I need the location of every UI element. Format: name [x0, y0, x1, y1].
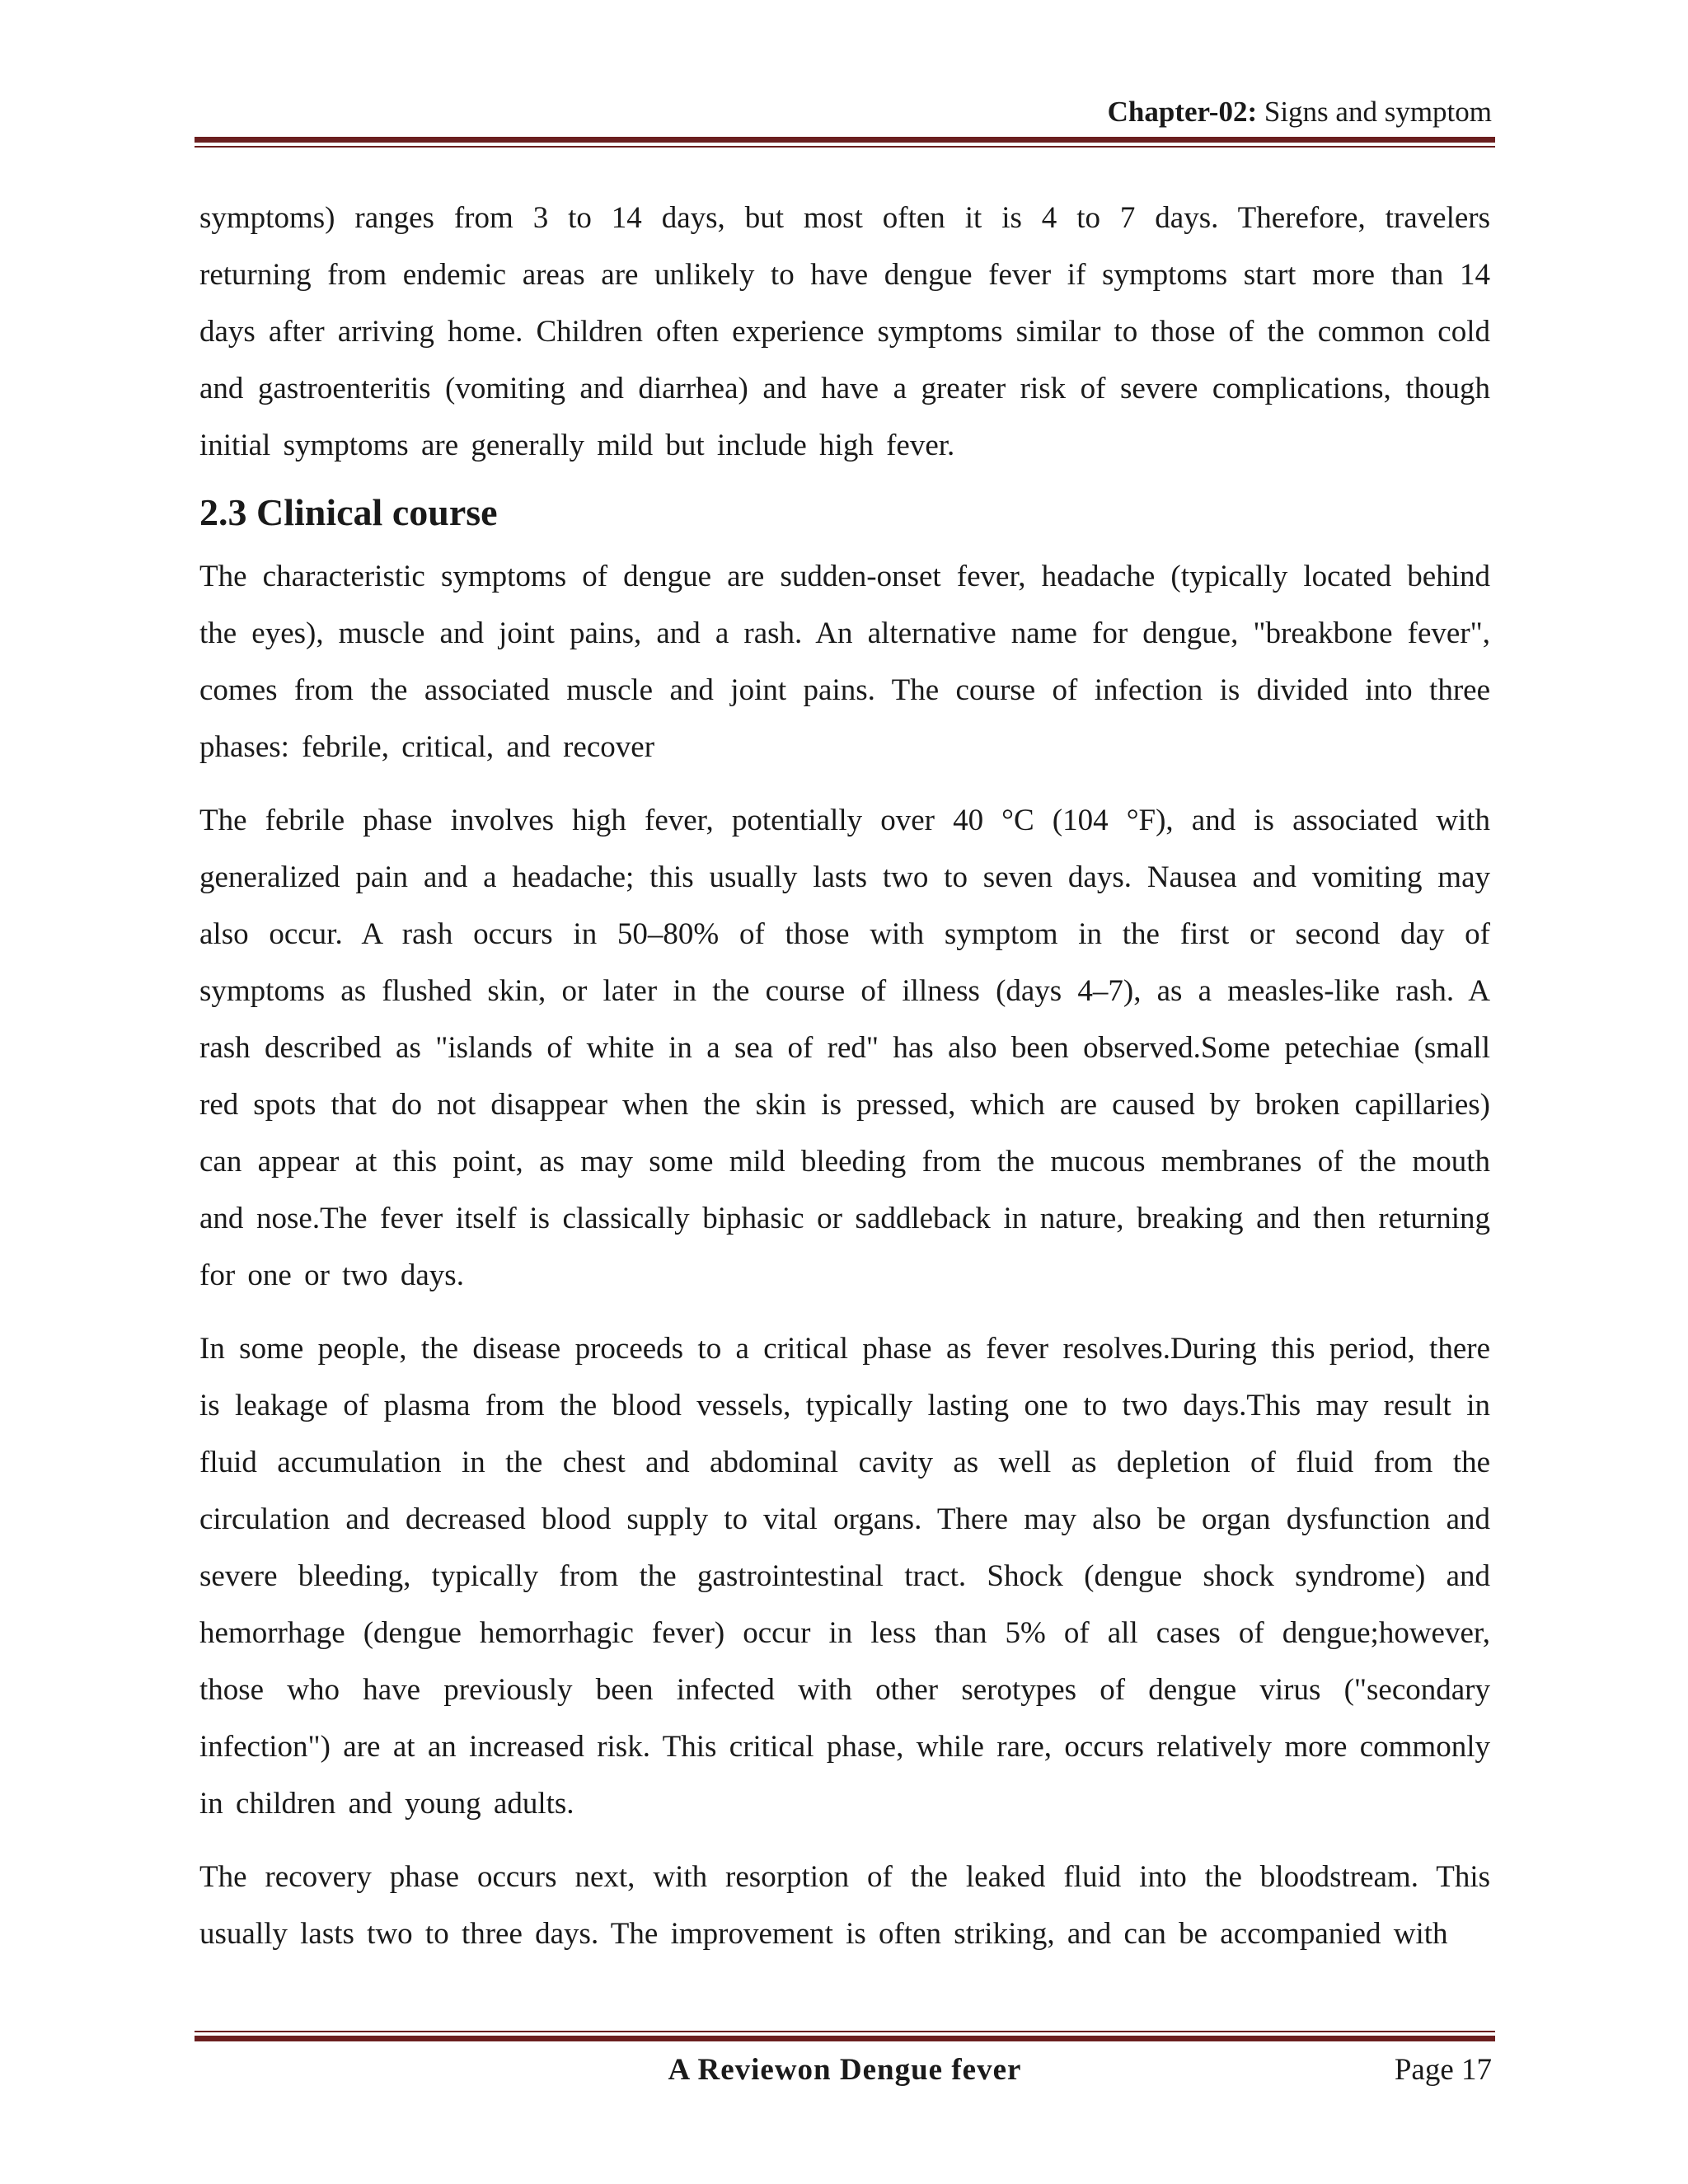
header-rule-thick	[195, 137, 1495, 143]
page-footer	[198, 2052, 1492, 2093]
footer-title: A Reviewon Dengue fever	[668, 2053, 1022, 2087]
footer-rule-thick	[195, 2036, 1495, 2041]
paragraph-febrile-phase: The febrile phase involves high fever, potentially over 40 °C (104 °F), and is associated with generalized pain and a headache; this usually lasts two to seven days. Nausea and vomiting may also occur. A rash occurs in 50–80% of those with symptom in the first or second day of symptoms as flushed skin, or later in the course of illness (days 4–7), as a measles-like rash. A rash described as "islands of white in a sea of red" has also been observed.Some petechiae (small red spots that do not disappear when the skin is pressed, which are caused by broken capillaries) can appear at this point, as may some mild bleeding from the mucous membranes of the mouth and nose.The fever itself is classically biphasic or saddleback in nature, breaking and then returning for one or two days.	[199, 804, 1490, 1292]
section-heading: 2.3 Clinical course	[199, 491, 498, 533]
chapter-label: Chapter-02:	[1107, 96, 1258, 128]
header-rule-thin	[195, 146, 1495, 148]
page-body	[199, 190, 1490, 1979]
footer-rule-thin	[195, 2031, 1495, 2032]
page-header	[198, 92, 1492, 132]
paragraph-critical-phase: In some people, the disease proceeds to a critical phase as fever resolves.During this period, there is leakage of plasma from the blood vessels, typically lasting one to two days.This may result in fluid accumulation in the chest and abdominal cavity as well as depletion of fluid from the circulation and decreased blood supply to vital organs. There may also be organ dysfunction and severe bleeding, typically from the gastrointestinal tract. Shock (dengue shock syndrome) and hemorrhage (dengue hemorrhagic fever) occur in less than 5% of all cases of dengue;however, those who have previously been infected with other serotypes of dengue virus ("secondary infection") are at an increased risk. This critical phase, while rare, occurs relatively more commonly in children and young adults.	[199, 1332, 1490, 1821]
page-number: Page 17	[1394, 2053, 1492, 2087]
paragraph-recovery-phase: The recovery phase occurs next, with resorption of the leaked fluid into the bloodstream. This usually lasts two to three days. The improvement is often striking, and can be accompanied with	[199, 1860, 1490, 1951]
chapter-title: Signs and symptom	[1264, 96, 1492, 128]
intro-paragraph: symptoms) ranges from 3 to 14 days, but most often it is 4 to 7 days. Therefore, travelers returning from endemic areas are unlikely to have dengue fever if symptoms start more than 14 days after arriving home. Children often experience symptoms similar to those of the common cold and gastroenteritis (vomiting and diarrhea) and have a greater risk of severe complications, though initial symptoms are generally mild but include high fever.	[199, 201, 1490, 462]
paragraph-symptoms: The characteristic symptoms of dengue are sudden-onset fever, headache (typically located behind the eyes), muscle and joint pains, and a rash. An alternative name for dengue, "breakbone fever", comes from the associated muscle and joint pains. The course of infection is divided into three phases: febrile, critical, and recover	[199, 560, 1490, 764]
